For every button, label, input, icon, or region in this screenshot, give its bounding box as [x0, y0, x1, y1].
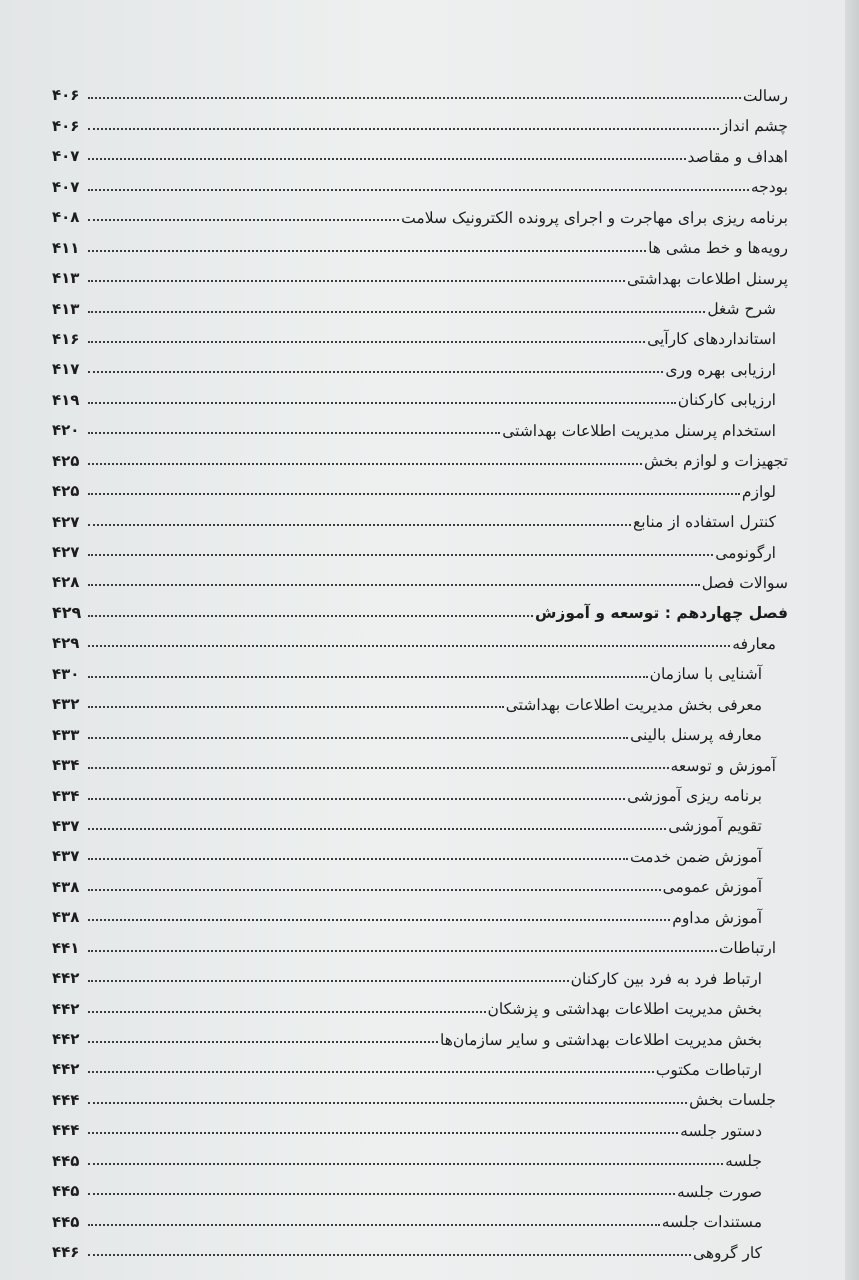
- toc-entry: [52, 807, 788, 837]
- dot-leader: [88, 798, 625, 800]
- toc-entry: [52, 1111, 788, 1141]
- dot-leader: [88, 463, 642, 465]
- toc-entry-title: آموزش ضمن خدمت: [629, 847, 762, 866]
- dot-leader: [88, 128, 719, 130]
- dot-leader: [88, 950, 717, 952]
- toc-entry: [52, 167, 788, 197]
- dot-leader: [88, 1071, 654, 1073]
- toc-entry: [52, 1080, 788, 1110]
- dot-leader: [88, 1193, 675, 1195]
- toc-entry: [52, 228, 788, 258]
- toc-entry: [52, 928, 788, 958]
- dot-leader: [88, 250, 646, 252]
- toc-entry: [52, 411, 788, 441]
- toc-entry-title: ارگونومی: [715, 543, 776, 562]
- toc-entry-title: برنامه ریزی برای مهاجرت و اجرای پرونده الکترونیک سلامت: [401, 208, 788, 227]
- toc-entry: [52, 502, 788, 532]
- toc-entry: [52, 685, 788, 715]
- page-edge: [845, 0, 859, 1280]
- toc-entry-page: ۴۳۷: [52, 847, 80, 866]
- toc-entry-page: ۴۲۷: [52, 543, 80, 561]
- toc-entry-title: استخدام پرسنل مدیریت اطلاعات بهداشتی: [502, 421, 776, 440]
- toc-entry-title: جلسات بخش: [689, 1091, 776, 1110]
- toc-entry-page: ۴۴۲: [52, 1060, 80, 1079]
- toc-entry: [52, 106, 788, 136]
- toc-entry-page: ۴۳۴: [52, 756, 80, 775]
- dot-leader: [88, 311, 705, 313]
- toc-entry-title: معارفه پرسنل بالینی: [630, 726, 762, 745]
- toc-entry-page: ۴۳۳: [52, 725, 80, 744]
- dot-leader: [88, 676, 648, 678]
- toc-entry-page: ۴۳۷: [52, 816, 80, 835]
- dot-leader: [88, 1041, 438, 1043]
- toc-entry-title: معارفه: [732, 634, 776, 653]
- toc-entry: [52, 533, 788, 563]
- dot-leader: [88, 1224, 660, 1226]
- toc-entry-title: شرح شغل: [707, 300, 776, 318]
- toc-entry: [52, 441, 788, 471]
- toc-entry-title: آموزش عمومی: [662, 878, 762, 897]
- toc-entry-page: ۴۳۲: [52, 695, 80, 714]
- toc-entry-page: ۴۴۲: [52, 1030, 80, 1048]
- toc-entry-title: تقویم آموزشی: [668, 817, 762, 836]
- toc-entry-title: بخش مدیریت اطلاعات بهداشتی و سایر سازمان‌ها: [440, 1030, 762, 1049]
- toc-entry-page: ۴۰۶: [52, 86, 80, 105]
- toc-entry-page: ۴۰۸: [52, 208, 80, 227]
- toc-entry: [52, 289, 788, 319]
- toc-entry: [52, 1050, 788, 1080]
- dot-leader: [88, 889, 661, 891]
- toc-entry: [52, 350, 788, 380]
- toc-entry-title: تجهیزات و لوازم بخش: [643, 452, 788, 471]
- toc-entry: [52, 1202, 788, 1232]
- toc-entry-title: رویه‌ها و خط مشی ها: [648, 239, 788, 258]
- toc-entry-title: صورت جلسه: [676, 1182, 762, 1201]
- dot-leader: [88, 919, 670, 921]
- toc-entry: [52, 472, 788, 502]
- toc-entry-page: ۴۱۳: [52, 269, 80, 288]
- toc-entry-page: ۴۰۷: [52, 177, 80, 196]
- dot-leader: [88, 1132, 678, 1134]
- toc-entry-page: ۴۱۱: [52, 238, 80, 257]
- toc-entry-page: ۴۴۲: [52, 969, 80, 988]
- dot-leader: [88, 158, 686, 160]
- dot-leader: [88, 615, 533, 617]
- toc-entry: [52, 320, 788, 350]
- toc-entry-page: ۴۳۸: [52, 877, 80, 896]
- toc-entry: [52, 198, 788, 228]
- toc-entry: [52, 259, 788, 289]
- dot-leader: [88, 980, 569, 982]
- toc-entry-title: آموزش مداوم: [672, 908, 762, 927]
- toc-entry-title: چشم انداز: [720, 117, 788, 136]
- dot-leader: [88, 645, 730, 647]
- toc-entry-page: ۴۲۹: [52, 602, 82, 622]
- dot-leader: [88, 341, 645, 343]
- toc-entry: [52, 1233, 788, 1263]
- toc-entry-title: پرسنل اطلاعات بهداشتی: [626, 269, 788, 288]
- dot-leader: [88, 554, 713, 556]
- toc-entry: [52, 624, 788, 654]
- dot-leader: [88, 767, 669, 769]
- toc-entry-page: ۴۴۱: [52, 938, 80, 957]
- dot-leader: [88, 706, 504, 708]
- dot-leader: [88, 432, 500, 434]
- toc-entry-page: ۴۳۴: [52, 786, 80, 805]
- toc-entry-page: ۴۳۸: [52, 908, 80, 927]
- toc-entry-title: لوازم: [741, 482, 776, 501]
- toc-entry-title: استانداردهای کارآیی: [647, 330, 776, 349]
- dot-leader: [88, 493, 740, 495]
- toc-entry-page: ۴۴۵: [52, 1151, 80, 1170]
- toc-entry-title: فصل چهاردهم : توسعه و آموزش: [535, 604, 788, 623]
- toc-entry-page: ۴۲۸: [52, 573, 80, 592]
- toc-entry-page: ۴۲۰: [52, 421, 80, 440]
- dot-leader: [88, 402, 676, 404]
- toc-entry-page: ۴۴۴: [52, 1090, 80, 1109]
- toc-entry: [52, 1141, 788, 1171]
- toc-entry: [52, 137, 788, 167]
- dot-leader: [88, 858, 628, 860]
- dot-leader: [88, 1102, 687, 1104]
- toc-entry-page: ۴۱۷: [52, 360, 80, 379]
- dot-leader: [88, 524, 631, 526]
- toc-entry-title: آموزش و توسعه: [670, 756, 776, 775]
- toc-entry-title: اهداف و مقاصد: [687, 147, 788, 166]
- dot-leader: [88, 737, 628, 739]
- toc-entry: [52, 837, 788, 867]
- toc-entry-page: ۴۴۵: [52, 1182, 80, 1201]
- toc-entry-title: ارزیابی بهره وری: [665, 360, 776, 379]
- toc-entry-page: ۴۲۵: [52, 451, 80, 470]
- toc-entry-page: ۴۲۵: [52, 482, 80, 501]
- toc-entry-page: ۴۴۴: [52, 1121, 80, 1140]
- toc-entry-title: مستندات جلسه: [661, 1213, 762, 1232]
- dot-leader: [88, 219, 399, 221]
- toc-entry-page: ۴۲۹: [52, 634, 80, 653]
- toc-entry-page: ۴۳۰: [52, 664, 80, 683]
- toc-entry-title: ارتباطات: [718, 939, 776, 958]
- dot-leader: [88, 189, 749, 191]
- toc-entry: [52, 1172, 788, 1202]
- dot-leader: [88, 97, 741, 99]
- dot-leader: [88, 1254, 691, 1256]
- toc-entry-title: دستور جلسه: [680, 1121, 762, 1140]
- toc-entry: [52, 76, 788, 106]
- dot-leader: [88, 371, 663, 373]
- chapter-heading: [52, 593, 788, 623]
- toc-entry-title: کار گروهی: [692, 1243, 762, 1262]
- dot-leader: [88, 1011, 486, 1013]
- table-of-contents: [52, 76, 788, 1263]
- toc-entry-page: ۴۱۳: [52, 299, 80, 318]
- toc-entry-page: ۴۲۷: [52, 512, 80, 531]
- toc-entry-title: جلسه: [725, 1152, 762, 1171]
- dot-leader: [88, 828, 666, 830]
- toc-entry-page: ۴۰۶: [52, 116, 80, 135]
- toc-entry: [52, 867, 788, 897]
- toc-entry-title: ارتباط فرد به فرد بین کارکنان: [570, 969, 762, 988]
- toc-entry-page: ۴۴۶: [52, 1243, 80, 1262]
- toc-entry-title: آشنایی با سازمان: [649, 665, 762, 684]
- toc-entry-page: ۴۴۲: [52, 999, 80, 1018]
- dot-leader: [88, 584, 700, 586]
- toc-entry: [52, 776, 788, 806]
- toc-entry: [52, 989, 788, 1019]
- dot-leader: [88, 280, 625, 282]
- toc-entry: [52, 1020, 788, 1050]
- toc-entry-title: بخش مدیریت اطلاعات بهداشتی و پزشکان: [487, 1000, 762, 1019]
- toc-entry: [52, 715, 788, 745]
- dot-leader: [88, 1163, 723, 1165]
- toc-entry-title: معرفی بخش مدیریت اطلاعات بهداشتی: [505, 695, 762, 714]
- toc-entry-page: ۴۱۶: [52, 329, 80, 348]
- toc-entry-title: بودجه: [750, 178, 788, 197]
- toc-entry-title: رسالت: [742, 86, 788, 105]
- toc-entry: [52, 959, 788, 989]
- toc-entry: [52, 654, 788, 684]
- toc-entry-page: ۴۱۹: [52, 390, 80, 409]
- toc-entry-page: ۴۰۷: [52, 147, 80, 166]
- toc-entry: [52, 380, 788, 410]
- toc-entry-page: ۴۴۵: [52, 1212, 80, 1231]
- toc-entry: [52, 746, 788, 776]
- toc-entry-title: کنترل استفاده از منابع: [633, 513, 776, 532]
- toc-entry: [52, 898, 788, 928]
- toc-entry-title: برنامه ریزی آموزشی: [627, 787, 762, 805]
- toc-entry-title: ارتباطات مکتوب: [655, 1060, 762, 1079]
- toc-entry-title: ارزیابی کارکنان: [677, 391, 776, 410]
- toc-entry: [52, 563, 788, 593]
- toc-entry-title: سوالات فصل: [701, 573, 788, 592]
